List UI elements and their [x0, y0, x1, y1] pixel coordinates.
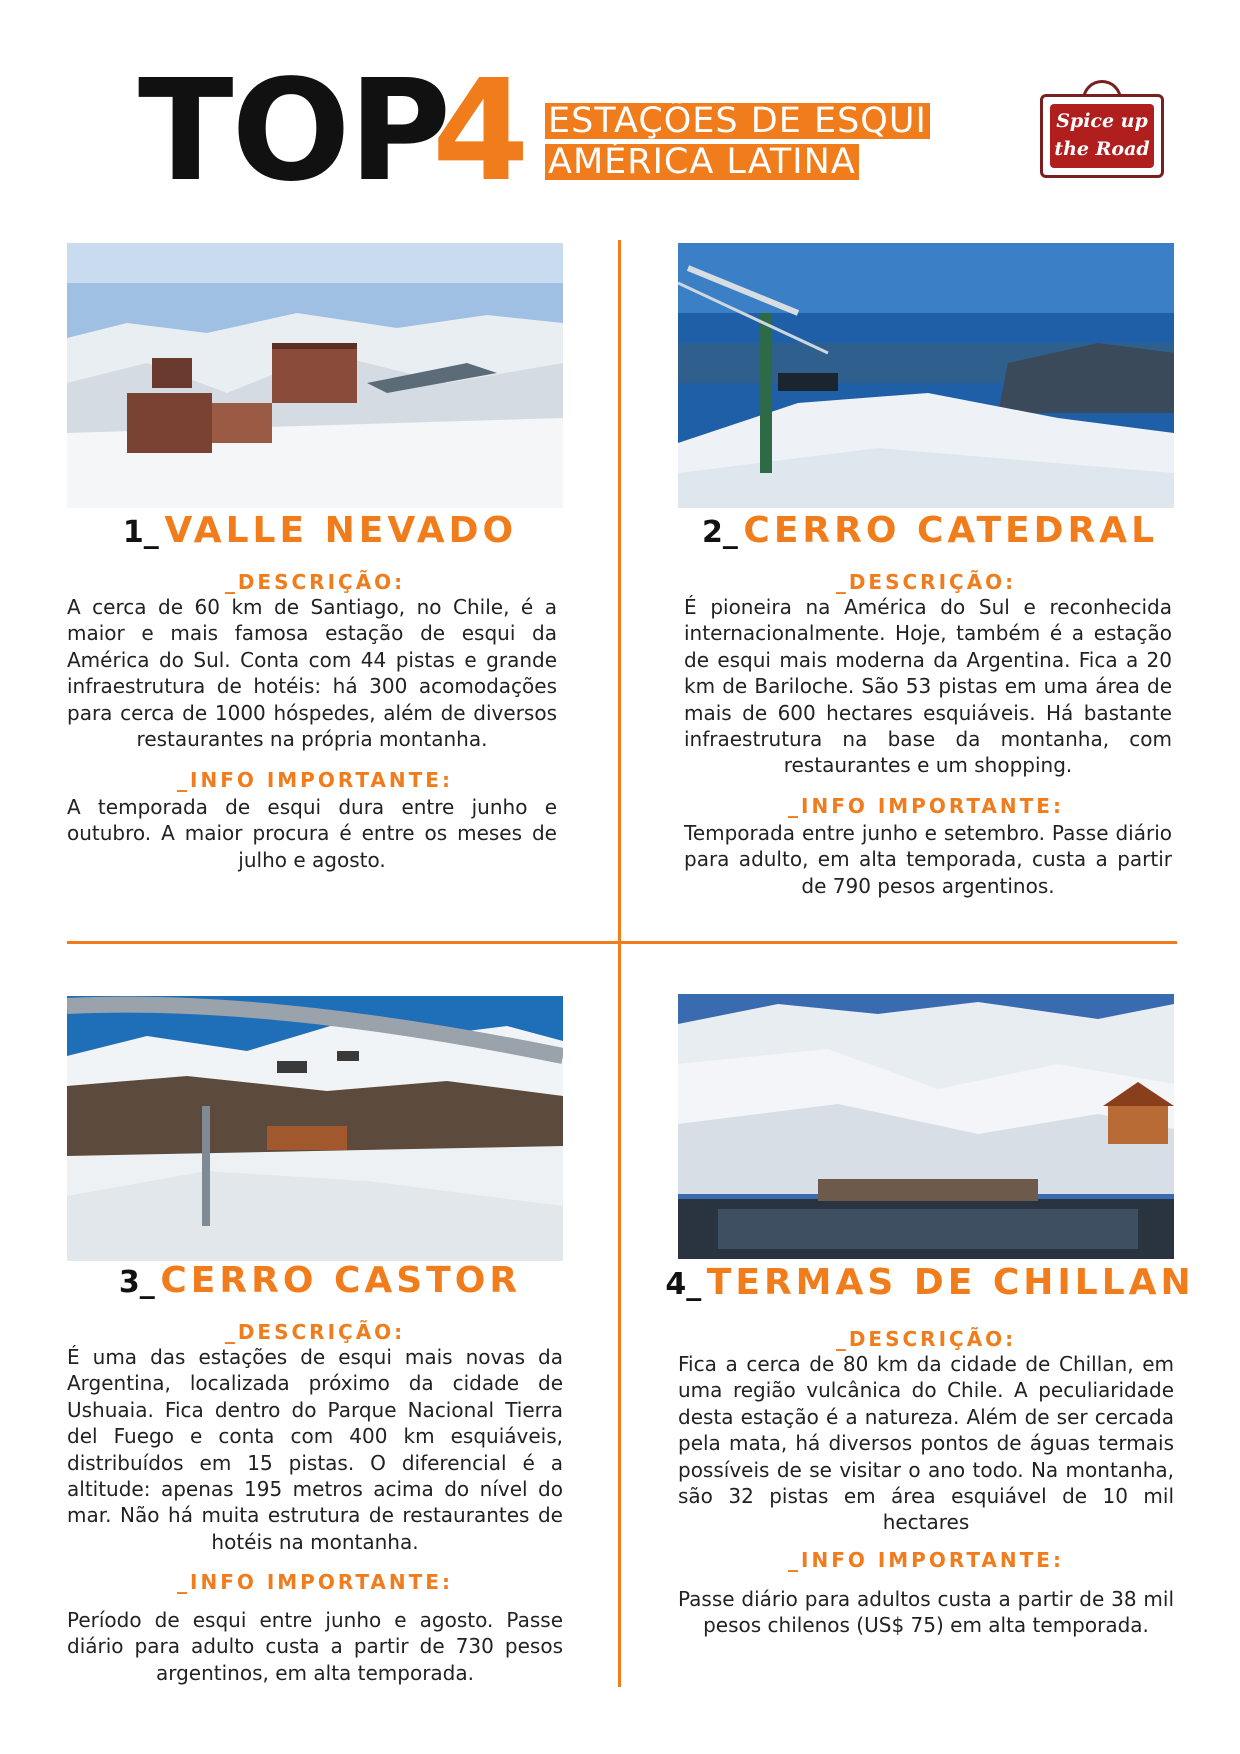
resort-1-name: VALLE NEVADO [164, 510, 518, 551]
resort-3-title [40, 1260, 600, 1301]
chairlift-lake-icon [678, 243, 1174, 508]
resort-3-info: Período de esqui entre junho e agosto. Passe diário para adulto custa a partir de 730 pesos argentinos, em alta temporada. [67, 1608, 563, 1685]
logo-line1: Spice up [1056, 110, 1148, 132]
resort-4-title [650, 1262, 1210, 1303]
resort-3-name: CERRO CASTOR [160, 1260, 522, 1301]
resort-2-name: CERRO CATEDRAL [743, 510, 1159, 551]
logo-line2: the Road [1054, 138, 1150, 160]
resort-3-number: 3_ [118, 1265, 155, 1300]
resort-2-desc-label: _DESCRIÇÃO: [835, 570, 1017, 594]
resort-3-desc: É uma das estações de esqui mais novas da Argentina, localizada próximo da cidade de Ushuaia. Fica dentro do Parque Nacional Tierra del Fuego e conta com 400 km esquiáveis, distribuídos em 15 pistas. O diferencial é a altitude: apenas 195 metros acima do nível do mar. Não há muita estrutura de restaurantes de hotéis na montanha. [67, 1345, 563, 1554]
resort-4-number: 4_ [665, 1267, 702, 1302]
resort-4-name: TERMAS DE CHILLAN [706, 1262, 1195, 1303]
header-top-word: TOP [138, 50, 450, 213]
resort-1-desc: A cerca de 60 km de Santiago, no Chile, é a maior e mais famosa estação de esqui da América do Sul. Conta com 44 pistas e grande infraestrutura de hotéis: há 300 acomodações para cerca de 1000 hóspedes, além de diversos restaurantes na própria montanha. [67, 595, 557, 752]
resort-1-number: 1_ [122, 515, 159, 550]
horizontal-divider [67, 941, 1177, 944]
resort-4-info-label: _INFO IMPORTANTE: [788, 1548, 1064, 1572]
resort-1-photo [67, 243, 563, 508]
header-number: 4 [432, 50, 530, 213]
resort-4-photo [678, 994, 1174, 1259]
resort-4-desc: Fica a cerca de 80 km da cidade de Chillan, em uma região vulcânica do Chile. A peculiaridade desta estação é a natureza. Além de ser cercada pela mata, há diversos pontos de águas termais possíveis de se visitar o ano todo. Na montanha, são 32 pistas em área esquiável de 10 mil hectares [678, 1352, 1174, 1535]
resort-1-title [40, 510, 600, 551]
ski-slope-chairlift-icon [67, 996, 563, 1261]
resort-1-info-label: _INFO IMPORTANTE: [177, 768, 453, 792]
resort-2-photo [678, 243, 1174, 508]
resort-2-info: Temporada entre junho e setembro. Passe diário para adulto, em alta temporada, custa a partir de 790 pesos argentinos. [684, 821, 1172, 898]
resort-1-desc-label: _DESCRIÇÃO: [224, 570, 406, 594]
header-subtitle-line2: AMÉRICA LATINA [545, 144, 859, 180]
resort-2-info-label: _INFO IMPORTANTE: [788, 794, 1064, 818]
resort-3-desc-label: _DESCRIÇÃO: [224, 1320, 406, 1344]
header-subtitle-line1: ESTAÇÕES DE ESQUI [545, 103, 930, 139]
vertical-divider [618, 240, 621, 1687]
resort-1-info: A temporada de esqui dura entre junho e outubro. A maior procura é entre os meses de julho e agosto. [67, 795, 557, 872]
resort-2-number: 2_ [701, 515, 738, 550]
ski-resort-hotel-icon [67, 243, 563, 508]
spice-up-the-road-logo [1040, 80, 1164, 174]
resort-4-info: Passe diário para adultos custa a partir de 38 mil pesos chilenos (US$ 75) em alta temporada. [678, 1587, 1174, 1638]
resort-3-photo [67, 996, 563, 1261]
resort-4-desc-label: _DESCRIÇÃO: [835, 1327, 1017, 1351]
resort-2-title [650, 510, 1210, 551]
resort-2-desc: É pioneira na América do Sul e reconhecida internacionalmente. Hoje, também é a estação de esqui mais moderna da Argentina. Fica a 20 km de Bariloche. São 53 pistas em uma área de mais de 600 hectares esquiáveis. Há bastante infraestrutura na base da montanha, com restaurantes e um shopping. [684, 595, 1172, 778]
thermal-pool-snow-icon [678, 994, 1174, 1259]
resort-3-info-label: _INFO IMPORTANTE: [177, 1570, 453, 1594]
